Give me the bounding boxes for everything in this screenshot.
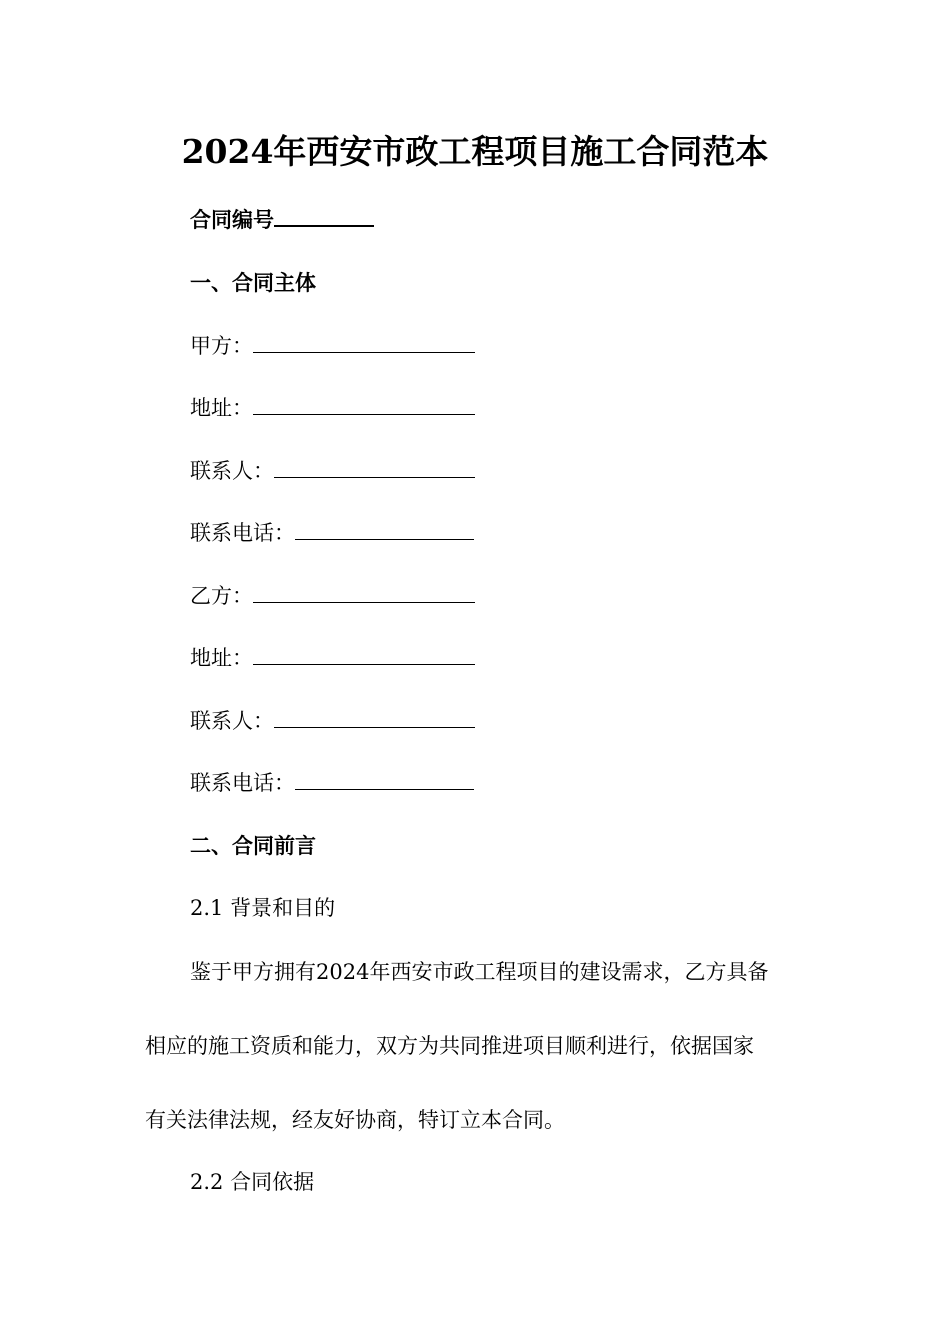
party-b-phone-label: 联系电话：: [190, 771, 295, 795]
party-a-address-field[interactable]: [253, 394, 475, 415]
party-a-address-row: [190, 393, 475, 423]
party-a-phone-row: [190, 518, 474, 548]
party-a-row: [190, 331, 475, 361]
party-b-address-field[interactable]: [253, 644, 475, 665]
document-title: 2024年西安市政工程项目施工合同范本: [181, 132, 769, 171]
party-b-field[interactable]: [253, 582, 475, 603]
party-b-label: 乙方：: [190, 584, 253, 608]
party-a-phone-field[interactable]: [295, 519, 474, 540]
party-b-contact-field[interactable]: [274, 707, 475, 728]
subsection-2-1-heading: 2.1 背景和目的: [190, 896, 336, 920]
party-a-contact-field[interactable]: [274, 457, 475, 478]
party-b-contact-label: 联系人：: [190, 709, 274, 733]
party-b-contact-row: [190, 706, 475, 736]
party-a-contact-row: [190, 456, 475, 486]
party-b-address-label: 地址：: [190, 646, 253, 670]
paragraph-2-1-line-2: 相应的施工资质和能力，双方为共同推进项目顺利进行，依据国家: [145, 1034, 754, 1058]
contract-number-field[interactable]: [274, 205, 374, 227]
paragraph-2-1-line-1: 鉴于甲方拥有2024年西安市政工程项目的建设需求，乙方具备: [190, 960, 769, 984]
party-a-address-label: 地址：: [190, 396, 253, 420]
party-b-phone-row: [190, 768, 474, 798]
party-b-row: [190, 581, 475, 611]
contract-number-label: 合同编号: [190, 207, 274, 232]
party-b-phone-field[interactable]: [295, 769, 474, 790]
paragraph-2-1-line-3: 有关法律法规，经友好协商，特订立本合同。: [145, 1108, 565, 1132]
party-b-address-row: [190, 643, 475, 673]
party-a-phone-label: 联系电话：: [190, 521, 295, 545]
subsection-2-2-heading: 2.2 合同依据: [190, 1170, 315, 1194]
section-heading-parties: 一、合同主体: [190, 270, 316, 295]
party-a-label: 甲方：: [190, 334, 253, 358]
section-heading-preamble: 二、合同前言: [190, 833, 316, 858]
party-a-field[interactable]: [253, 332, 475, 353]
contract-number-row: [190, 205, 374, 235]
party-a-contact-label: 联系人：: [190, 459, 274, 483]
